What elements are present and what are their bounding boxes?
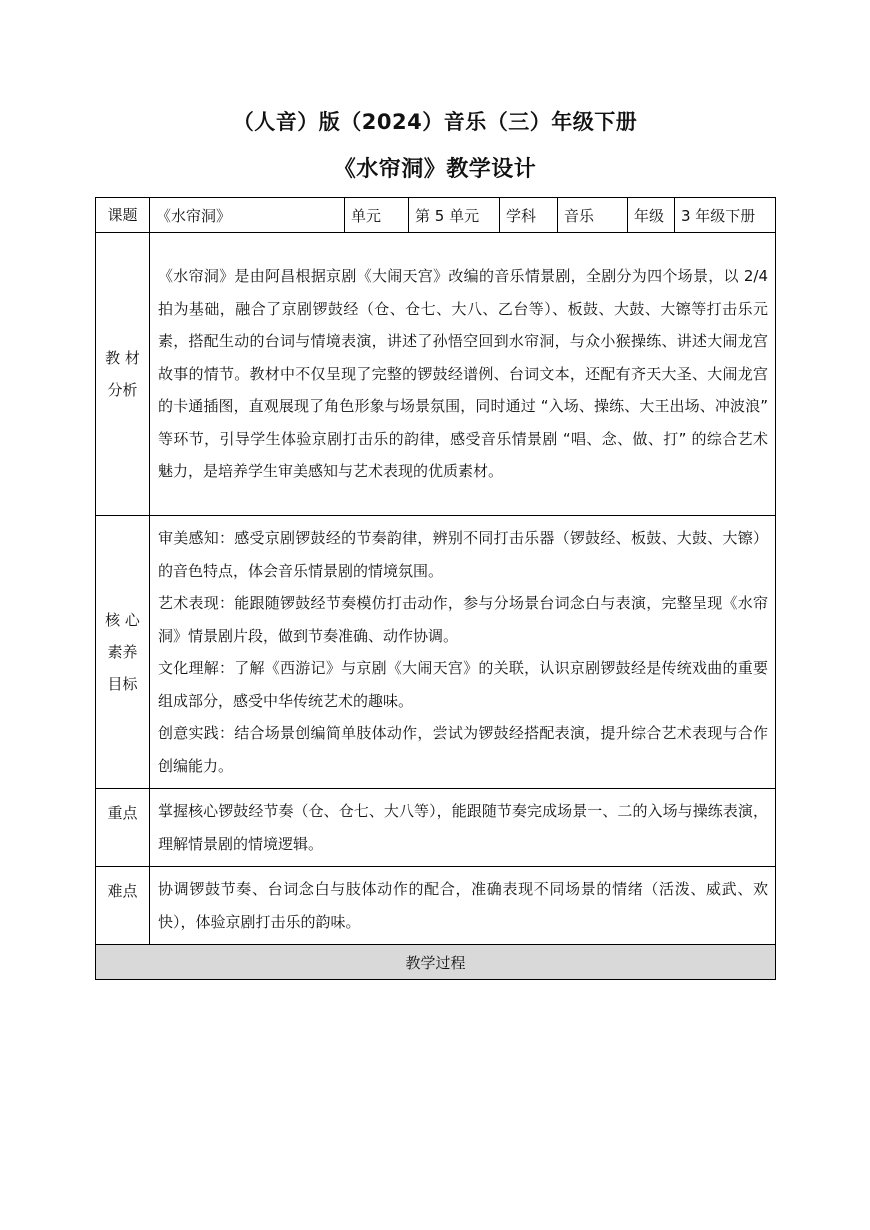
info-row: [96, 198, 776, 233]
analysis-label: [96, 233, 150, 516]
unit-label: 单元: [345, 198, 409, 233]
subject-label: 学科: [500, 198, 558, 233]
lesson-plan-table: [95, 197, 776, 980]
core-goals-text: [150, 516, 776, 789]
core-goals-label: [96, 516, 150, 789]
difficulties-label: 难点: [96, 867, 150, 945]
analysis-paragraph: 《水帘洞》是由阿昌根据京剧《大闹天宫》改编的音乐情景剧，全剧分为四个场景，以 2/4 拍为基础，融合了京剧锣鼓经（仓、仓七、大八、乙台等）、板鼓、大鼓、大镲等打击乐元素，搭配生动的台词与情境表演，讲述了孙悟空回到水帘洞，与众小猴操练、讲述大闹龙宫故事的情节。教材中不仅呈现了完整的锣鼓经谱例、台词文本，还配有齐天大圣、大闹龙宫的卡通插图，直观展现了角色形象与场景氛围，同时通过 “入场、操练、大王出场、冲波浪” 等环节，引导学生体验京剧打击乐的韵律，感受音乐情景剧 “唱、念、做、打” 的综合艺术魅力，是培养学生审美感知与艺术表现的优质素材。: [158, 267, 768, 481]
goal-culture: 文化理解：了解《西游记》与京剧《大闹天宫》的关联，认识京剧锣鼓经是传统戏曲的重要组成部分，感受中华传统艺术的趣味。: [158, 659, 768, 710]
document-title: （人音）版（2024）音乐（三）年级下册: [232, 110, 638, 134]
difficulties-paragraph: 协调锣鼓节奏、台词念白与肢体动作的配合，准确表现不同场景的情绪（活泼、威武、欢快），体验京剧打击乐的韵味。: [158, 880, 768, 931]
document-subtitle: 《水帘洞》教学设计: [333, 157, 537, 182]
goal-creativity: 创意实践：结合场景创编简单肢体动作，尝试为锣鼓经搭配表演，提升综合艺术表现与合作创编能力。: [158, 724, 768, 775]
core-goals-label-line2: 素养: [107, 643, 138, 661]
analysis-label-line2: 分析: [107, 381, 138, 399]
process-row: [96, 945, 776, 980]
subject-value: 音乐: [558, 198, 628, 233]
goal-expression: 艺术表现：能跟随锣鼓经节奏模仿打击动作，参与分场景台词念白与表演，完整呈现《水帘洞》情景剧片段，做到节奏准确、动作协调。: [158, 594, 768, 645]
difficulties-row: [96, 867, 776, 945]
key-points-label: 重点: [96, 789, 150, 867]
lesson-value: 《水帘洞》: [150, 198, 345, 233]
goal-aesthetic: 审美感知：感受京剧锣鼓经的节奏韵律，辨别不同打击乐器（锣鼓经、板鼓、大鼓、大镲）的音色特点，体会音乐情景剧的情境氛围。: [158, 529, 768, 580]
analysis-label-line1: 教 材: [105, 349, 140, 367]
core-goals-label-line3: 目标: [107, 675, 138, 693]
unit-value: 第 5 单元: [409, 198, 500, 233]
key-points-text: [150, 789, 776, 867]
lesson-label: 课题: [96, 198, 150, 233]
grade-label: 年级: [628, 198, 675, 233]
key-points-paragraph: 掌握核心锣鼓经节奏（仓、仓七、大八等），能跟随节奏完成场景一、二的入场与操练表演，理解情景剧的情境逻辑。: [158, 802, 768, 853]
analysis-row: [96, 233, 776, 516]
grade-value: 3 年级下册: [675, 198, 776, 233]
process-header: 教学过程: [96, 945, 776, 980]
analysis-text: [150, 233, 776, 516]
core-goals-row: [96, 516, 776, 789]
key-points-row: [96, 789, 776, 867]
core-goals-label-line1: 核 心: [105, 611, 140, 629]
difficulties-text: [150, 867, 776, 945]
